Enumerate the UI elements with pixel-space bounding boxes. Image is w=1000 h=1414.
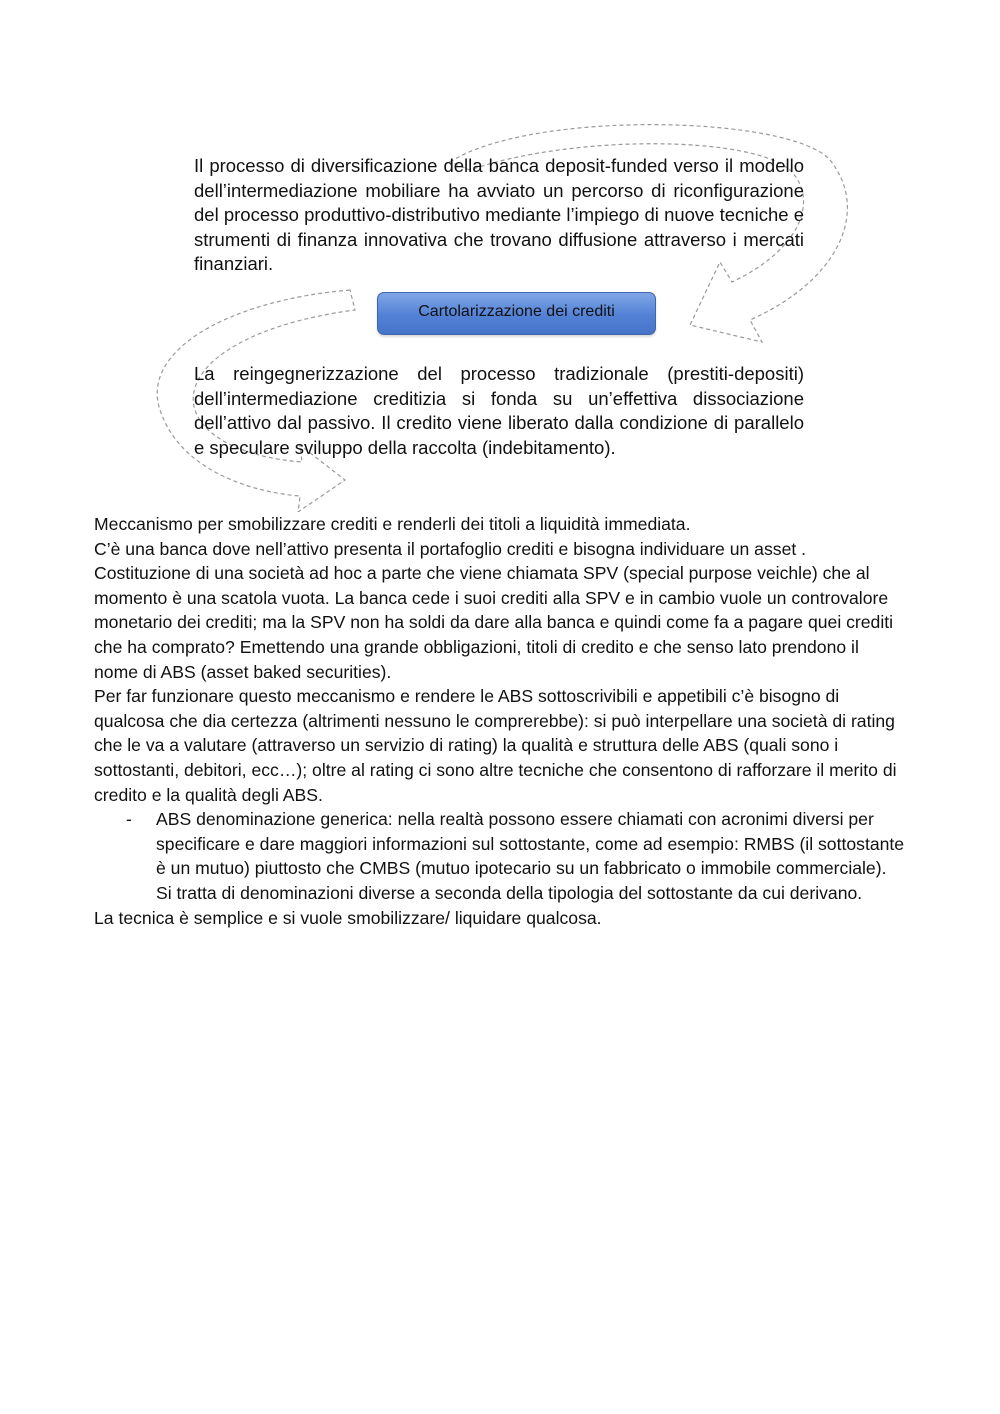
paragraph: Per far funzionare questo meccanismo e rendere le ABS sottoscrivibili e appetibili c’è bisogno di qualcosa che dia certezza (altrimenti nessuno le comprerebbe): si può interpellare una società di rating che le va a valutare (attraverso un servizio di rating) la qualità e struttura delle ABS (quali sono i sottostanti, debitori, ecc…); oltre al rating ci sono altre tecniche che consentono di rafforzare il merito di credito e la qualità degli ABS. [94, 686, 897, 805]
closing-paragraph: La tecnica è semplice e si vuole smobilizzare/ liquidare qualcosa. [94, 907, 602, 928]
bullet-item [94, 807, 906, 905]
securitization-diagram [150, 120, 876, 512]
paragraph: Meccanismo per smobilizzare crediti e renderli dei titoli a liquidità immediata. [94, 514, 691, 534]
bullet-text: ABS denominazione generica: nella realtà possono essere chiamati con acronimi diversi per specificare e dare maggiori informazioni sul sottostante, come ad esempio: RMBS (il sottostante è un mutuo) piuttosto che CMBS (mutuo ipotecario su un fabbricato o immobile commerciale). Si tratta di denominazioni diverse a seconda della tipologia del sottostante da cui derivano. [156, 809, 905, 903]
diagram-bottom-text: La reingegnerizzazione del processo tradizionale (prestiti-depositi) dell’intermediazione creditizia si fonda su un’effettiva dissociazione dell’attivo dal passivo. Il credito viene liberato dalla condizione di parallelo e speculare sviluppo della raccolta (indebitamento). [194, 363, 804, 458]
paragraph: C’è una banca dove nell’attivo presenta il portafoglio crediti e bisogna individuare un asset . [94, 538, 807, 559]
document-body [94, 512, 906, 930]
paragraph: Costituzione di una società ad hoc a parte che viene chiamata SPV (special purpose veichle) che al momento è una scatola vuota. La banca cede i suoi crediti alla SPV e in cambio vuole un controvalore monetario dei crediti; ma la SPV non ha soldi da dare alla banca e quindi come fa a pagare quei crediti che ha comprato? Emettendo una grande obbligazioni, titoli di credito e che senso lato prendono il nome di ABS (asset baked securities). [94, 563, 894, 682]
diagram-top-text: Il processo di diversificazione della banca deposit-funded verso il modello dell’intermediazione mobiliare ha avviato un percorso di riconfigurazione del processo produttivo-distributivo mediante l’impiego di nuove tecniche e strumenti di finanza innovativa che trovano diffusione attraverso i mercati finanziari. [194, 155, 804, 274]
securitization-box: Cartolarizzazione dei crediti [377, 292, 656, 335]
bullet-marker: - [126, 809, 132, 830]
